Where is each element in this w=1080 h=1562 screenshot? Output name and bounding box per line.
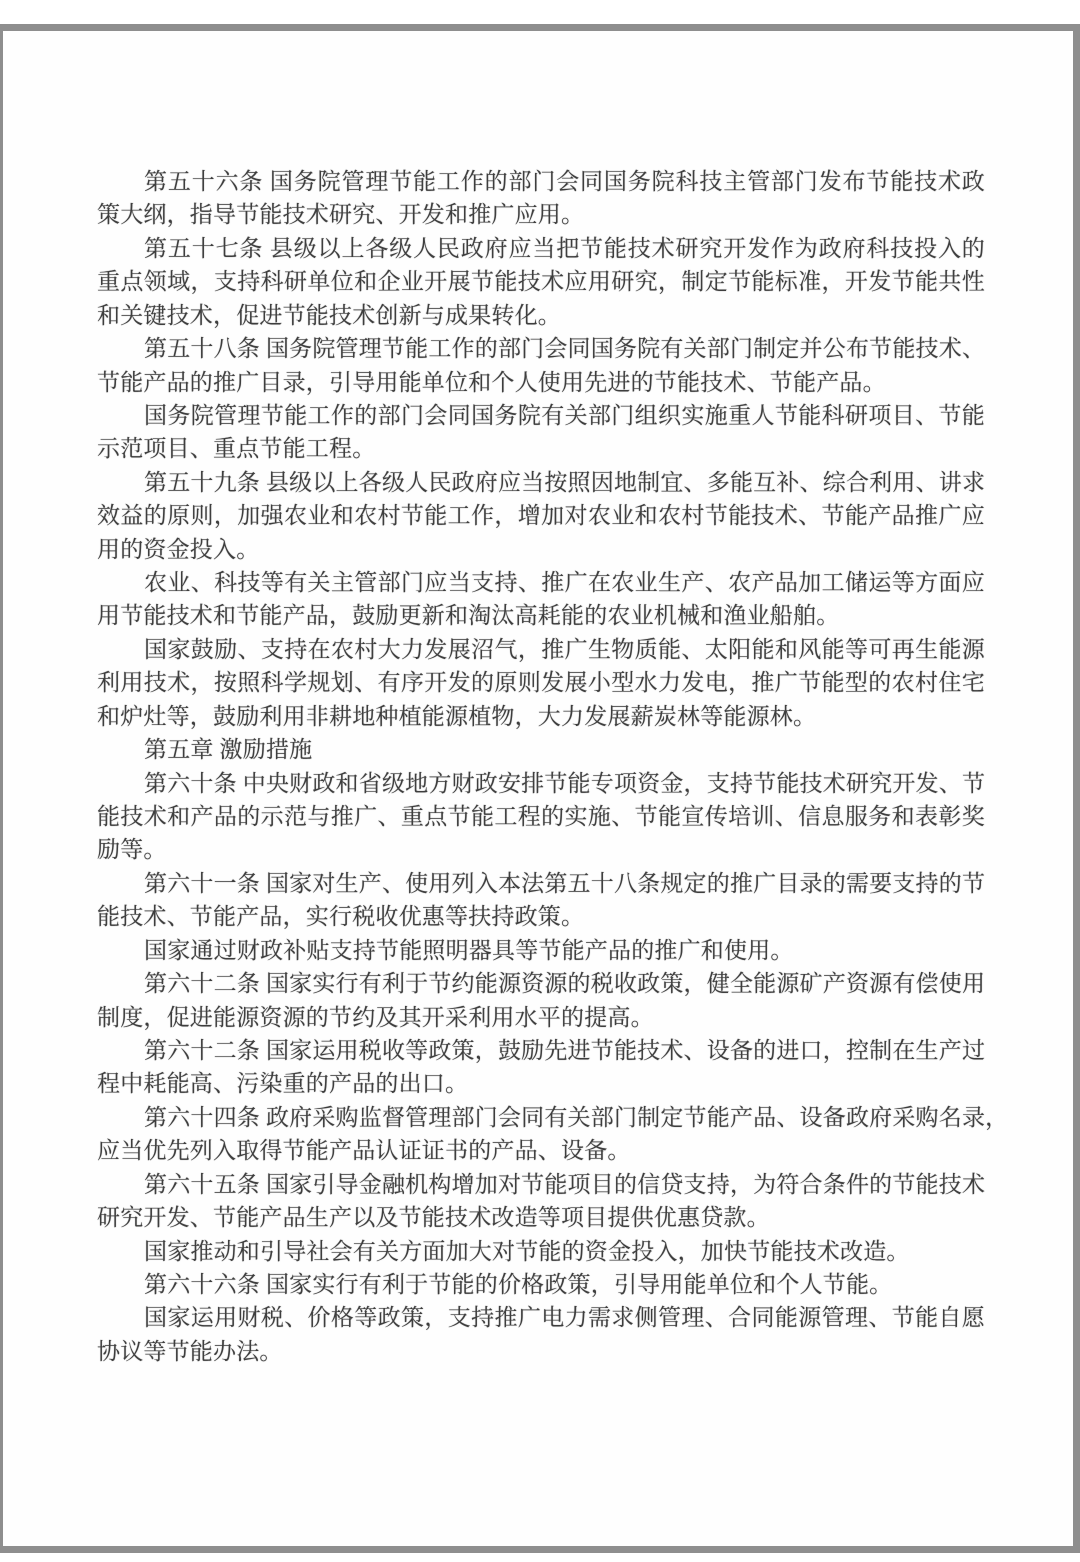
text-line: 第六十五条 国家引导金融机构增加对节能项目的信贷支持，为符合条件的节能技术: [144, 1171, 986, 1197]
text-line: 能技术、节能产品，实行税收优惠等扶持政策。: [97, 904, 585, 930]
text-line: 示范项目、重点节能工程。: [97, 436, 376, 462]
text-line: 第五章 激励措施: [144, 737, 313, 763]
text-line: 策大纲，指导节能技术研究、开发和推广应用。: [97, 202, 585, 228]
text-line: 重点领域，支持科研单位和企业开展节能技术应用研究，制定节能标准，开发节能共性: [97, 269, 985, 295]
text-line: 协议等节能办法。: [97, 1338, 283, 1364]
text-line: 国务院管理节能工作的部门会同国务院有关部门组织实施重人节能科研项目、节能: [144, 402, 985, 428]
text-line: 程中耗能高、污染重的产品的出口。: [97, 1071, 469, 1097]
text-line: 第六十四条 政府采购监督管理部门会同有关部门制定节能产品、设备政府采购名录，: [144, 1104, 1009, 1130]
text-line: 第六十二条 国家运用税收等政策，鼓励先进节能技术、设备的进口，控制在生产过: [144, 1037, 986, 1063]
text-line: 第五十六条 国务院管理节能工作的部门会同国务院科技主管部门发布节能技术政: [144, 169, 985, 194]
text-line: 制度，促进能源资源的节约及其开采利用水平的提高。: [97, 1004, 654, 1030]
text-line: 第六十六条 国家实行有利于节能的价格政策，引导用能单位和个人节能。: [144, 1271, 893, 1297]
text-line: 第六十条 中央财政和省级地方财政安排节能专项资金，支持节能技术研究开发、节: [144, 770, 986, 796]
document-body: [97, 165, 1009, 1368]
text-line: 应当优先列入取得节能产品认证证书的产品、设备。: [97, 1138, 631, 1164]
text-line: 第六十一条 国家对生产、使用列入本法第五十八条规定的推广目录的需要支持的节: [144, 870, 986, 896]
text-line: 国家通过财政补贴支持节能照明器具等节能产品的推广和使用。: [144, 937, 794, 963]
text-line: 用的资金投入。: [97, 536, 260, 562]
text-line: 用节能技术和节能产品，鼓励更新和淘汰高耗能的农业机械和渔业船舶。: [97, 603, 840, 629]
text-line: 第五十七条 县级以上各级人民政府应当把节能技术研究开发作为政府科技投入的: [144, 235, 985, 261]
text-line: 励等。: [97, 837, 167, 863]
text-line: 国家推动和引导社会有关方面加大对节能的资金投入，加快节能技术改造。: [144, 1238, 910, 1264]
text-line: 农业、科技等有关主管部门应当支持、推广在农业生产、农产品加工储运等方面应: [144, 570, 985, 596]
text-line: 能技术和产品的示范与推广、重点节能工程的实施、节能宣传培训、信息服务和表彰奖: [97, 804, 985, 830]
text-line: 利用技术，按照科学规划、有序开发的原则发展小型水力发电，推广节能型的农村住宅: [97, 670, 985, 696]
text-line: 研究开发、节能产品生产以及节能技术改造等项目提供优惠贷款。: [97, 1205, 770, 1231]
text-line: 国家运用财税、价格等政策，支持推广电力需求侧管理、合同能源管理、节能自愿: [144, 1305, 985, 1331]
text-line: 第五十九条 县级以上各级人民政府应当按照因地制宜、多能互补、综合利用、讲求: [144, 469, 986, 495]
text-line: 效益的原则，加强农业和农村节能工作，增加对农业和农村节能技术、节能产品推广应: [97, 503, 985, 529]
text-line: 和关键技术，促进节能技术创新与成果转化。: [97, 302, 561, 328]
text-line: 第六十二条 国家实行有利于节约能源资源的税收政策，健全能源矿产资源有偿使用: [144, 971, 986, 997]
text-line: 第五十八条 国务院管理节能工作的部门会同国务院有关部门制定并公布节能技术、: [144, 336, 986, 362]
text-line: 和炉灶等，鼓励利用非耕地种植能源植物，大力发展薪炭林等能源林。: [97, 703, 817, 729]
text-line: 节能产品的推广目录，引导用能单位和个人使用先进的节能技术、节能产品。: [97, 369, 886, 395]
text-line: 国家鼓励、支持在农村大力发展沼气，推广生物质能、太阳能和风能等可再生能源: [144, 636, 985, 662]
